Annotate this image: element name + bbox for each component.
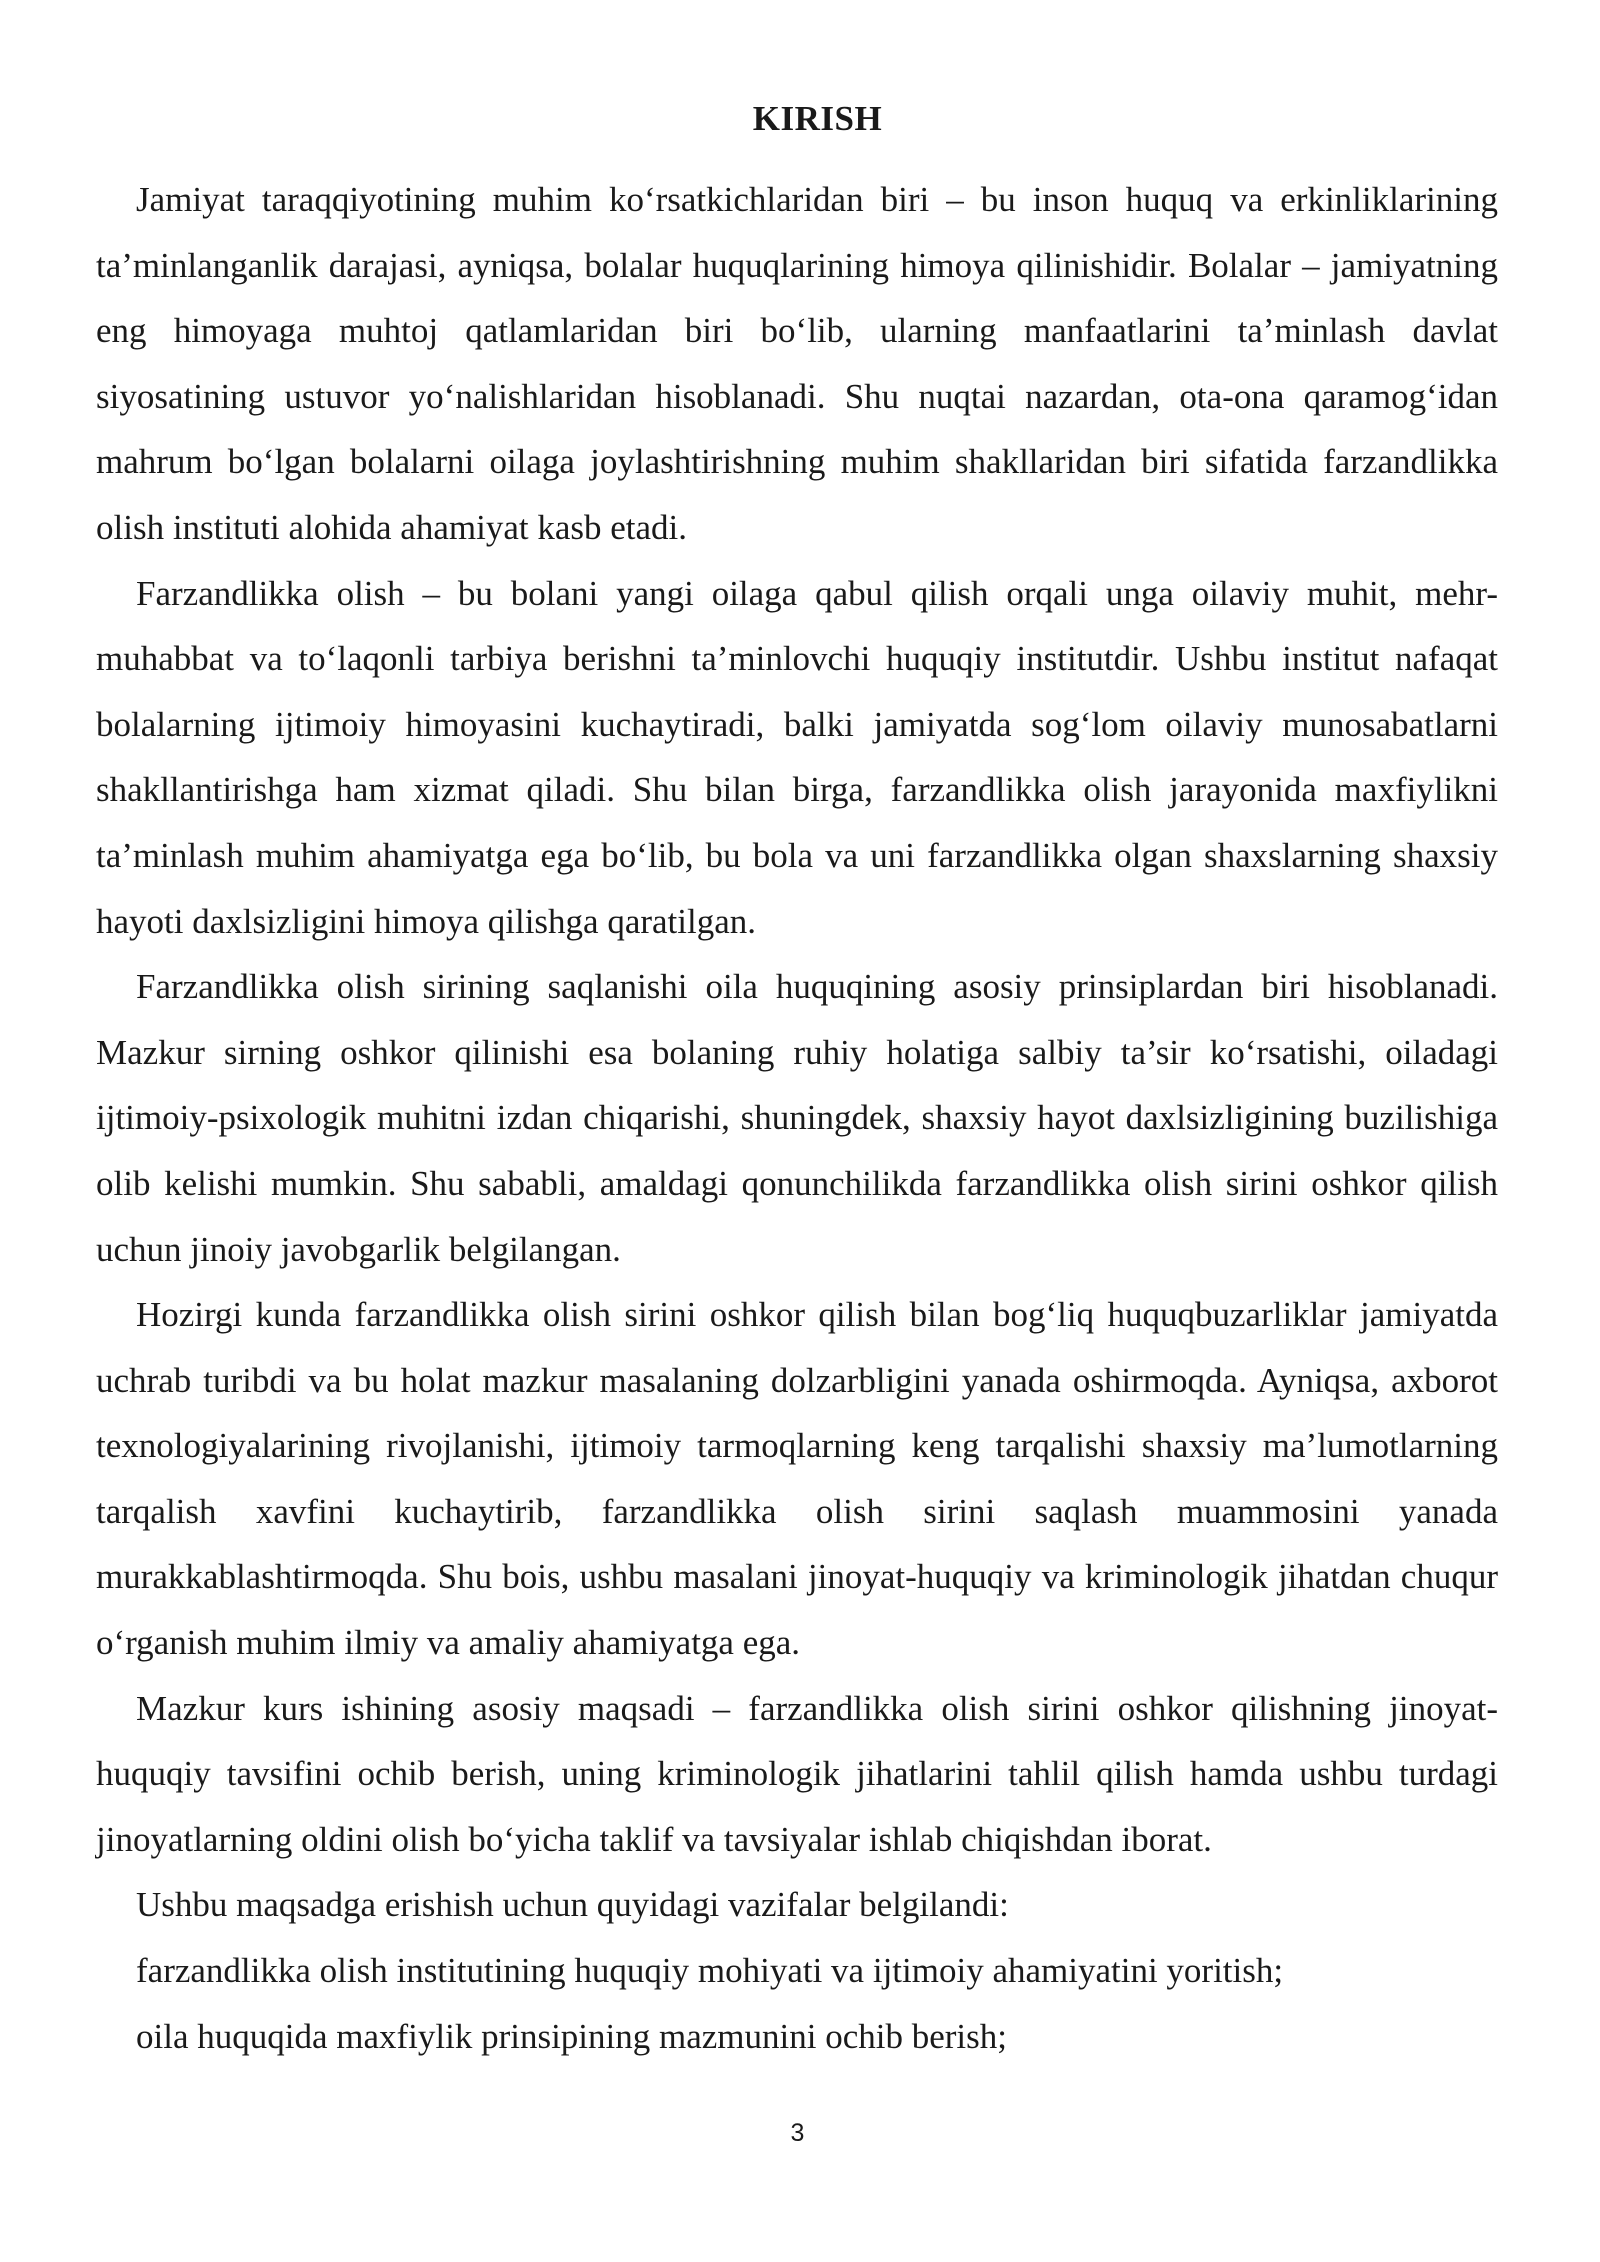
body-text xyxy=(96,167,1498,2069)
task-item-2: oila huquqida maxfiylik prinsipining mazmunini ochib berish; xyxy=(136,2016,1007,2056)
section-title: KIRISH xyxy=(752,99,883,138)
page-number: 3 xyxy=(790,2119,805,2147)
paragraph-3: Farzandlikka olish sirining saqlanishi oila huquqining asosiy prinsiplardan biri hisoblanadi. Mazkur sirning oshkor qilinishi esa bolaning ruhiy holatiga salbiy ta’sir ko‘rsatishi, oiladagi ijtimoiy-psixologik muhitni izdan chiqarishi, shuningdek, shaxsiy hayot daxlsizligining buzilishiga olib kelishi mumkin. Shu sababli, amaldagi qonunchilikda farzandlikka olish sirini oshkor qilish uchun jinoiy javobgarlik belgilangan. xyxy=(96,967,1498,1269)
paragraph-5: Mazkur kurs ishining asosiy maqsadi – farzandlikka olish sirini oshkor qilishning jinoyat-huquqiy tavsifini ochib berish, uning kriminologik jihatlarini tahlil qilish hamda ushbu turdagi jinoyatlarning oldini olish bo‘yicha taklif va tavsiyalar ishlab chiqishdan iborat. xyxy=(96,1688,1498,1859)
paragraph-6: Ushbu maqsadga erishish uchun quyidagi vazifalar belgilandi: xyxy=(136,1885,1009,1925)
paragraph-1: Jamiyat taraqqiyotining muhim ko‘rsatkichlaridan biri – bu inson huquq va erkinliklarining ta’minlanganlik darajasi, ayniqsa, bolalar huquqlarining himoya qilinishidir. Bolalar – jamiyatning eng himoyaga muhtoj qatlamlaridan biri bo‘lib, ularning manfaatlarini ta’minlash davlat siyosatining ustuvor yo‘nalishlaridan hisoblanadi. Shu nuqtai nazardan, ota-ona qaramog‘idan mahrum bo‘lgan bolalarni oilaga joylashtirishning muhim shakllaridan biri sifatida farzandlikka olish instituti alohida ahamiyat kasb etadi. xyxy=(96,180,1498,547)
paragraph-4: Hozirgi kunda farzandlikka olish sirini oshkor qilish bilan bog‘liq huquqbuzarliklar jamiyatda uchrab turibdi va bu holat mazkur masalaning dolzarbligini yanada oshirmoqda. Ayniqsa, axborot texnologiyalarining rivojlanishi, ijtimoiy tarmoqlarning keng tarqalishi shaxsiy ma’lumotlarning tarqalish xavfini kuchaytirib, farzandlikka olish sirini saqlash muammosini yanada murakkablashtirmoqda. Shu bois, ushbu masalani jinoyat-huquqiy va kriminologik jihatdan chuqur o‘rganish muhim ilmiy va amaliy ahamiyatga ega. xyxy=(96,1295,1498,1663)
paragraph-2: Farzandlikka olish – bu bolani yangi oilaga qabul qilish orqali unga oilaviy muhit, mehr-muhabbat va to‘laqonli tarbiya berishni ta’minlovchi huquqiy institutdir. Ushbu institut nafaqat bolalarning ijtimoiy himoyasini kuchaytiradi, balki jamiyatda sog‘lom oilaviy munosabatlarni shakllantirishga ham xizmat qiladi. Shu bilan birga, farzandlikka olish jarayonida maxfiylikni ta’minlash muhim ahamiyatga ega bo‘lib, bu bola va uni farzandlikka olgan shaxslarning shaxsiy hayoti daxlsizligini himoya qilishga qaratilgan. xyxy=(96,573,1498,941)
task-item-1: farzandlikka olish institutining huquqiy mohiyati va ijtimoiy ahamiyatini yoritish; xyxy=(136,1951,1284,1991)
